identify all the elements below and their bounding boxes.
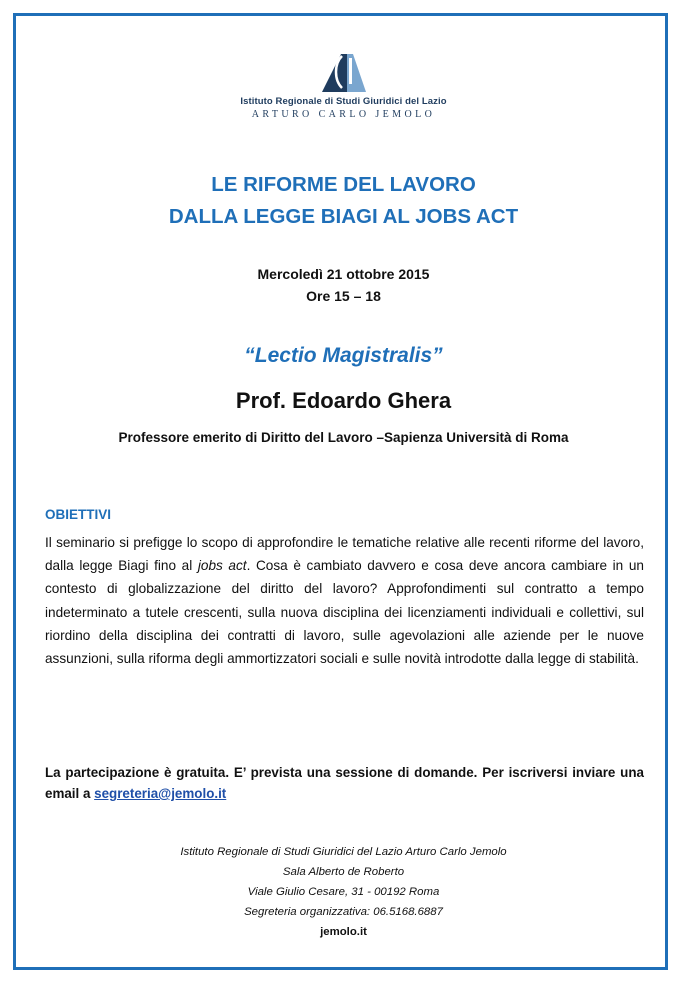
footer-phone: Segreteria organizzativa: 06.5168.6887 <box>244 906 443 918</box>
event-title <box>0 169 687 233</box>
participation-text: La partecipazione è gratuita. E’ prevista una sessione di domande. Per iscriversi inviare una email a <box>45 765 644 801</box>
event-datetime <box>0 263 687 307</box>
speaker-role: Professore emerito di Diritto del Lavoro –Sapienza Università di Roma <box>118 430 569 445</box>
objectives-text-before: Il seminario si prefigge lo scopo di approfondire le tematiche relative alle recenti riforme del lavoro, dalla legge Biagi fino al <box>45 535 644 574</box>
footer-address: Viale Giulio Cesare, 31 - 00192 Roma <box>247 886 440 898</box>
institute-logo <box>0 50 687 120</box>
email-link[interactable]: segreteria@jemolo.it <box>94 786 227 801</box>
page-border <box>13 13 668 970</box>
footer-info <box>0 842 687 942</box>
objectives-heading: OBIETTIVI <box>45 507 112 522</box>
footer-room: Sala Alberto de Roberto <box>282 866 405 878</box>
speaker-name: Prof. Edoardo Ghera <box>235 388 452 413</box>
event-title-line1: LE RIFORME DEL LAVORO <box>211 173 476 196</box>
lectio-magistralis: “Lectio Magistralis” <box>244 344 443 367</box>
footer-website[interactable]: jemolo.it <box>320 926 367 938</box>
logo-institute-subname: ARTURO CARLO JEMOLO <box>251 109 436 120</box>
event-date: Mercoledì 21 ottobre 2015 <box>257 266 430 282</box>
logo-institute-name: Istituto Regionale di Studi Giuridici del Lazio <box>240 96 447 107</box>
participation-note <box>45 762 644 804</box>
objectives-text-after: . Cosa è cambiato davvero e cosa deve ancora cambiare in un contesto di globalizzazione del diritto del lavoro? Approfondimenti sul contratto a tempo indeterminato a tutele crescenti, sulla nuova disciplina dei licenziamenti individuali e collettivi, sul riordino della disciplina dei contratti di lavoro, sulle agevolazioni alle aziende per le nuove assunzioni, sulla riforma degli ammortizzatori sociali e sulle novità introdotte dalla legge di stabilità. <box>45 558 644 667</box>
event-title-line2: DALLA LEGGE BIAGI AL JOBS ACT <box>168 205 519 228</box>
objectives-text-emph: jobs act <box>197 558 247 574</box>
objectives-paragraph <box>45 531 644 670</box>
footer-institute: Istituto Regionale di Studi Giuridici del Lazio Arturo Carlo Jemolo <box>180 846 507 858</box>
institute-emblem-icon <box>316 50 372 94</box>
event-time: Ore 15 – 18 <box>306 288 381 304</box>
